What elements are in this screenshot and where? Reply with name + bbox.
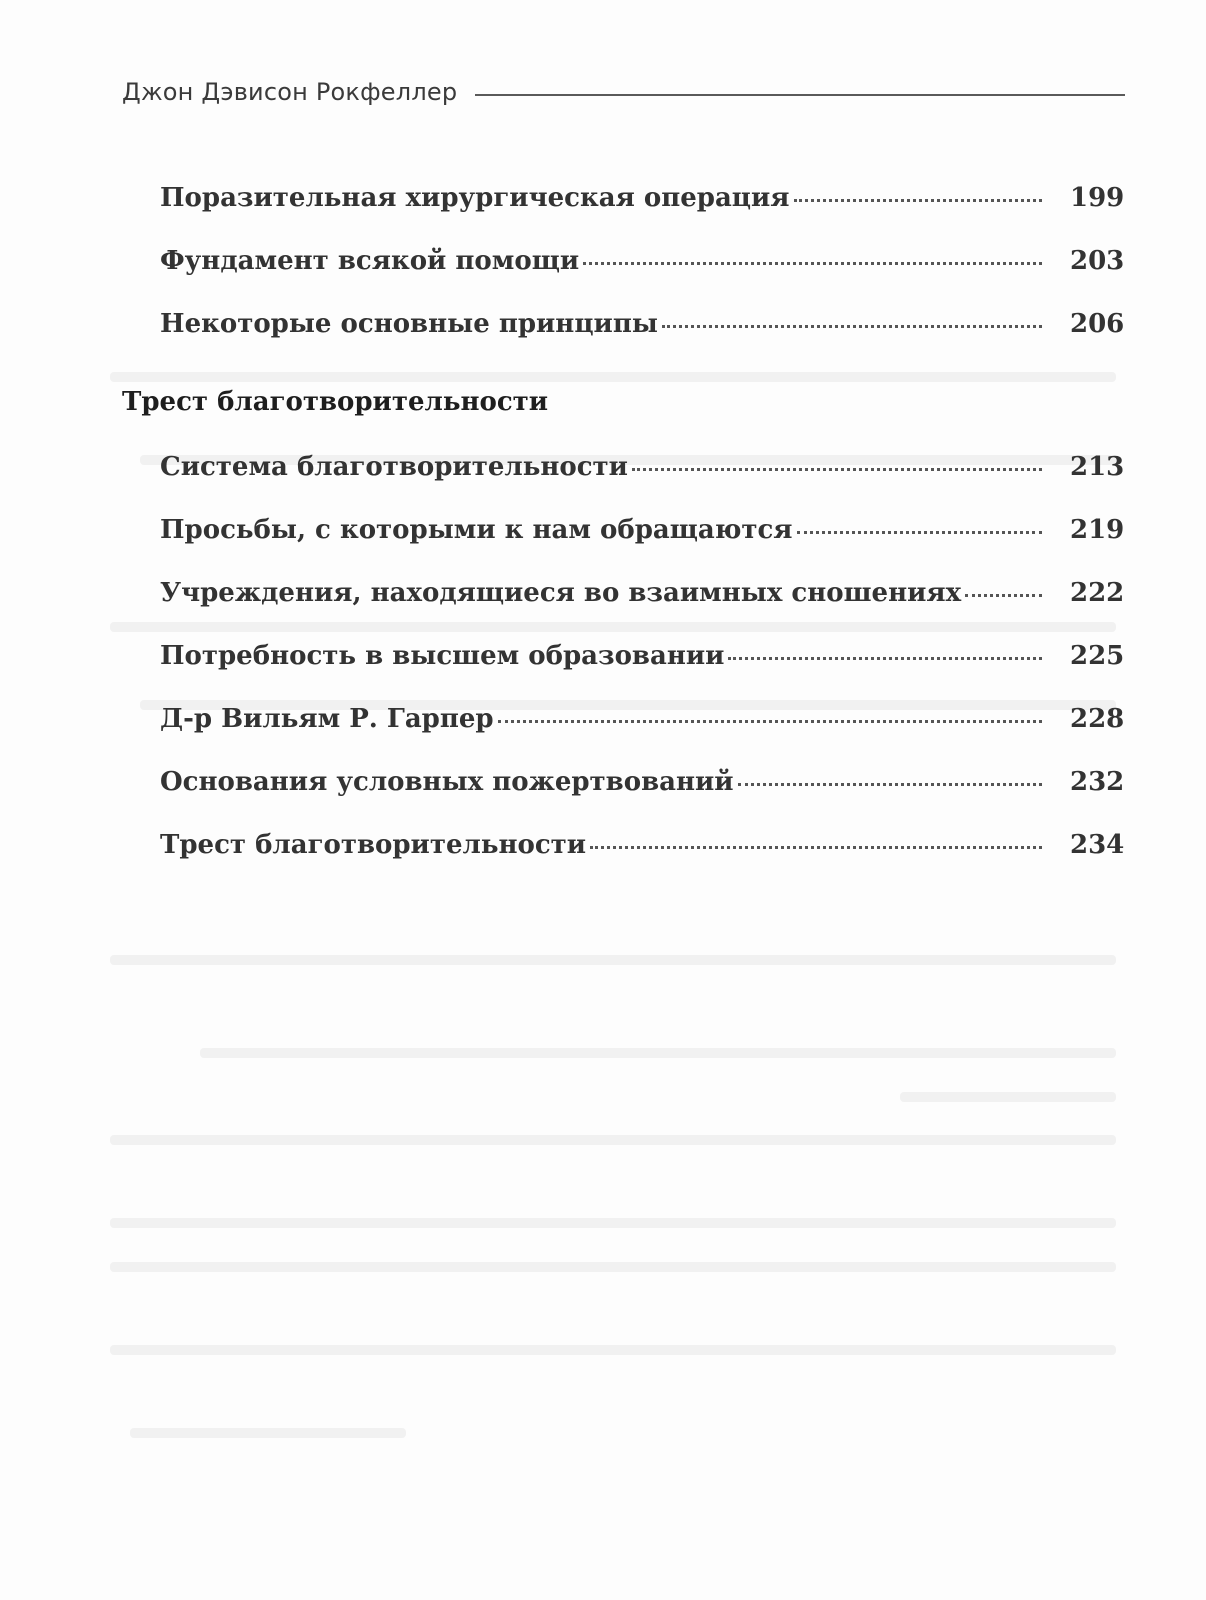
- toc-entry-page: 228: [1070, 704, 1125, 734]
- toc-entry-title: Потребность в высшем образовании: [160, 641, 725, 671]
- toc-entry[interactable]: [160, 452, 1125, 492]
- dot-leader: [794, 199, 1043, 202]
- toc-entry[interactable]: [160, 767, 1125, 807]
- toc-entry-page: 232: [1070, 767, 1125, 797]
- toc-entry-page: 199: [1070, 183, 1125, 213]
- bleed-through-line: [110, 372, 1116, 382]
- dot-leader: [965, 594, 1042, 597]
- toc-entry-page: 206: [1070, 309, 1125, 339]
- toc-entry[interactable]: [160, 515, 1125, 555]
- bleed-through-line: [110, 622, 1116, 632]
- toc-entry[interactable]: [160, 704, 1125, 744]
- dot-leader: [728, 657, 1042, 660]
- bleed-through-line: [110, 1262, 1116, 1272]
- bleed-through-line: [130, 1428, 406, 1438]
- running-header-author: Джон Дэвисон Рокфеллер: [122, 78, 458, 106]
- toc-entry[interactable]: [160, 309, 1125, 349]
- toc-entry-title: Система благотворительности: [160, 452, 628, 482]
- dot-leader: [632, 468, 1042, 471]
- toc-entry-page: 225: [1070, 641, 1125, 671]
- toc-entry-title: Учреждения, находящиеся во взаимных сношениях: [160, 578, 962, 608]
- bleed-through-line: [110, 1218, 1116, 1228]
- toc-entry[interactable]: [160, 578, 1125, 618]
- bleed-through-line: [200, 1048, 1116, 1058]
- dot-leader: [662, 325, 1042, 328]
- dot-leader: [583, 262, 1042, 265]
- toc-entry-title: Д-р Вильям Р. Гарпер: [160, 704, 494, 734]
- running-header: [122, 74, 1125, 110]
- header-rule: [475, 94, 1125, 96]
- bleed-through-line: [900, 1092, 1116, 1102]
- section-heading[interactable]: Трест благотворительности: [122, 387, 549, 417]
- toc-entry-title: Трест благотворительности: [160, 830, 587, 860]
- dot-leader: [590, 846, 1042, 849]
- toc-entry-title: Основания условных пожертвований: [160, 767, 734, 797]
- toc-entry-title: Некоторые основные принципы: [160, 309, 658, 339]
- toc-entry[interactable]: [160, 183, 1125, 223]
- toc-entry-page: 222: [1070, 578, 1125, 608]
- toc-entry-title: Просьбы, с которыми к нам обращаются: [160, 515, 793, 545]
- toc-entry-title: Фундамент всякой помощи: [160, 246, 580, 276]
- toc-entry-page: 219: [1070, 515, 1125, 545]
- toc-entry-page: 203: [1070, 246, 1125, 276]
- dot-leader: [738, 783, 1042, 786]
- bleed-through-line: [110, 1135, 1116, 1145]
- toc-entry-page: 213: [1070, 452, 1125, 482]
- toc-entry[interactable]: [160, 246, 1125, 286]
- toc-entry[interactable]: [160, 830, 1125, 870]
- toc-entry[interactable]: [160, 641, 1125, 681]
- toc-entry-title: Поразительная хирургическая операция: [160, 183, 790, 213]
- dot-leader: [498, 720, 1042, 723]
- dot-leader: [797, 531, 1042, 534]
- bleed-through-line: [110, 1345, 1116, 1355]
- bleed-through-line: [110, 955, 1116, 965]
- toc-entry-page: 234: [1070, 830, 1125, 860]
